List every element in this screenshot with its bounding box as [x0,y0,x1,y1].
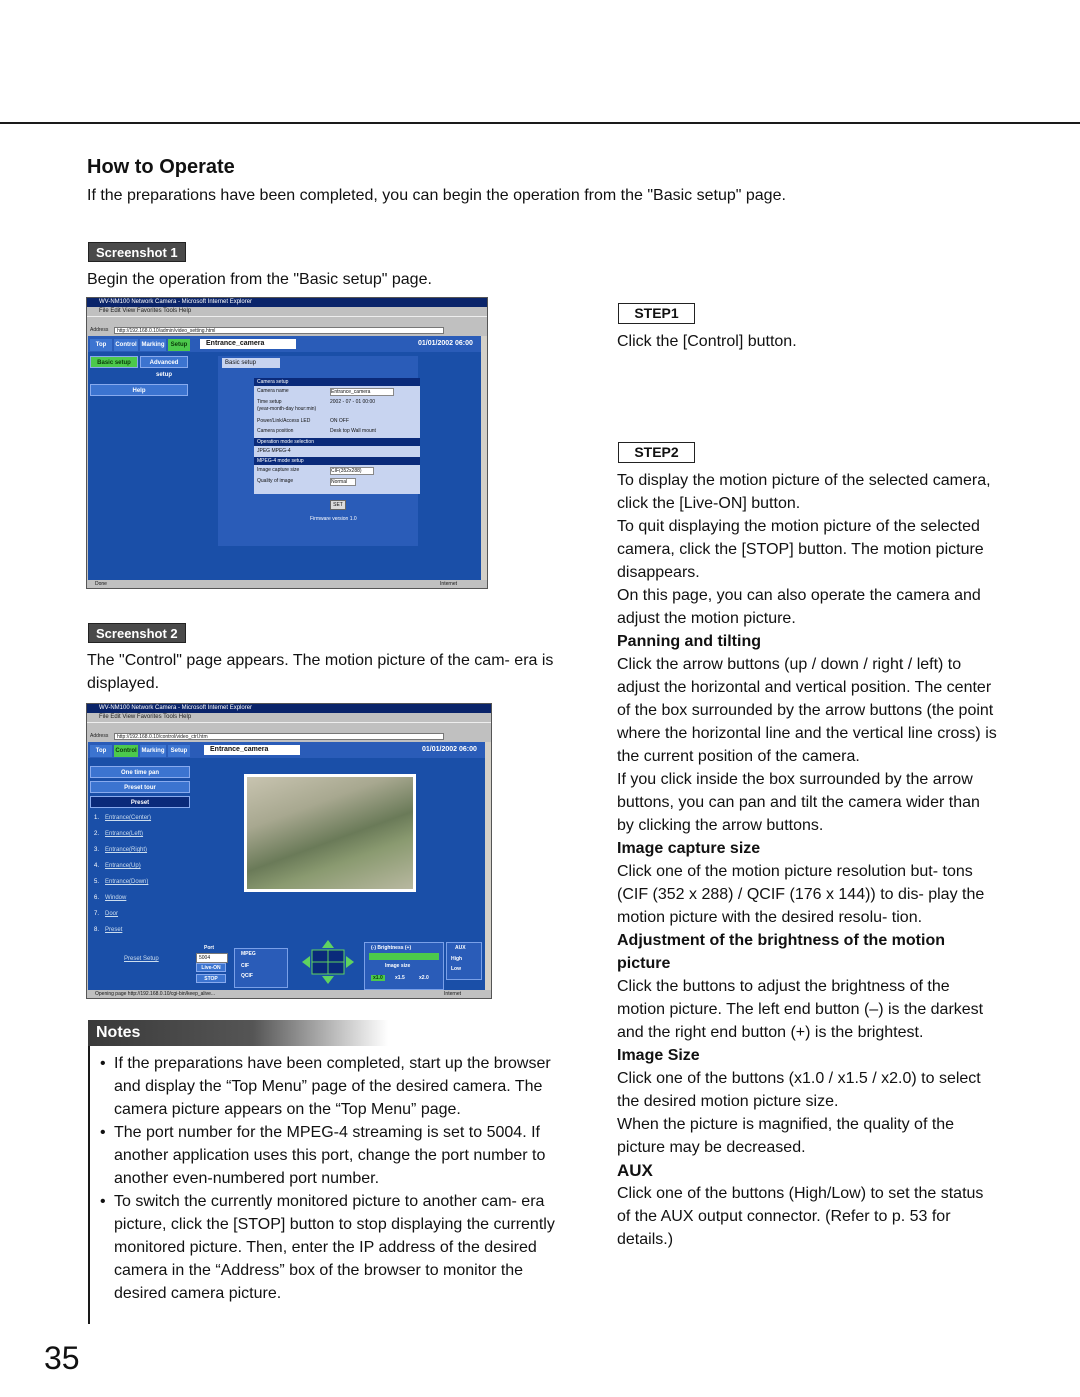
preset-item[interactable] [94,815,151,821]
led-label: Power/Link/Access LED [257,418,311,424]
port-label: Port [204,945,214,951]
screenshot-1-label: Screenshot 1 [88,242,186,262]
panning-heading: Panning and tilting [617,633,761,650]
aux-low-button[interactable]: Low [451,966,461,972]
tab-setup[interactable]: Setup [168,745,190,757]
camera-setup-header: Camera setup [254,378,420,386]
quality-label: Quality of image [257,478,294,484]
aux-label: AUX [455,945,466,951]
capture-size-label: Image capture size [257,467,300,473]
preset-item[interactable] [94,911,118,917]
time-format-label: (year-month-day hour:min) [257,406,317,412]
mpeg-label: MPEG [241,951,256,957]
panning-paragraph-1: Click the arrow buttons (up / down / right / left) to adjust the horizontal and vertical position. The center of the box surrounded by the arrow buttons (the point where the horizontal line and the vertical line cross) is the current position of the camera. [617,656,997,765]
set-button[interactable]: SET [330,500,346,510]
aux-paragraph: Click one of the buttons (High/Low) to set the status of the AUX output connector. (Refer to p. 53 for details.) [617,1185,984,1248]
preset-link[interactable]: Entrance(Down) [105,879,149,885]
address-input[interactable]: http://192.168.0.10/admin/video_setting.html [114,327,444,334]
address-input[interactable]: http://192.168.0.10/control/video_ctrl.htm [114,733,444,740]
notes-rule [88,1046,90,1324]
tab-control[interactable]: Control [114,745,138,757]
internet-zone: Internet [440,581,457,587]
preset-link[interactable]: Entrance(Left) [105,831,144,837]
screenshot-2-caption: The "Control" page appears. The motion picture of the cam- era is displayed. [87,652,554,692]
status-text: Opening page http://192.168.0.10/cgi-bin/keep_alive... [95,991,216,997]
tab-setup[interactable]: Setup [168,339,190,351]
time-setup-label: Time setup [257,399,282,405]
preset-item[interactable] [94,831,143,837]
brightness-paragraph: Click the buttons to adjust the brightness of the motion picture. The left end button (–) is the darkest and the right end button (+) is the brightest. [617,978,984,1041]
date-display: 01/01/2002 06:00 [422,746,477,753]
notes-title: Notes [96,1024,141,1041]
preset-item[interactable] [94,847,147,853]
step2-label: STEP2 [618,442,695,463]
preset-link[interactable]: Entrance(Center) [105,815,152,821]
page-title: How to Operate [87,156,235,178]
notes-header [88,1020,388,1046]
note-item: • To switch the currently monitored picture to another cam- era picture, click the [STOP] button to stop displaying the currently monitored picture. Then, enter the IP address of the desired camera in the “Address” box of the browser to monitor the desired camera picture. [100,1190,565,1305]
browser-title-bar: WV-NM100 Network Camera - Microsoft Internet Explorer [87,704,491,713]
screenshot-2-window [86,703,492,999]
brightness-slider[interactable] [369,953,439,960]
mode-header: Operation mode selection [254,438,420,446]
position-radio[interactable]: Desk top Wall mount [330,428,376,434]
screenshot-1-caption: Begin the operation from the "Basic setup" page. [87,271,432,288]
stop-button[interactable]: STOP [196,974,226,983]
image-size-label: Image size [385,963,411,969]
screenshot-1-window [86,297,488,589]
preset-num: 6. [94,895,100,901]
page-content [88,336,481,580]
preset-item[interactable] [94,895,126,901]
preset-item[interactable] [94,879,148,885]
tab-marking[interactable]: Marking [140,339,166,351]
preset-link[interactable]: Window [105,895,127,901]
preset-num: 7. [94,911,100,917]
camera-name-label: Camera name [257,388,289,394]
preset-tour-button[interactable]: Preset tour [90,781,190,793]
qcif-button[interactable]: QCIF [241,973,253,979]
preset-num: 1. [94,815,100,821]
preset-num: 5. [94,879,100,885]
live-on-paragraph: To display the motion picture of the selected camera, click the [Live-ON] button. [617,472,991,512]
note-item: • The port number for the MPEG-4 streaming is set to 5004. If another application uses this port, change the port number to another even-numbered port number. [100,1121,565,1190]
preset-num: 3. [94,847,100,853]
browser-toolbar [87,722,491,732]
step1-label: STEP1 [618,303,695,324]
panel-title: Basic setup [222,358,280,368]
aux-heading: AUX [617,1161,653,1180]
brightness-label: (-) Brightness (+) [371,945,412,951]
screenshot-2-label: Screenshot 2 [88,623,186,643]
preset-link[interactable]: Entrance(Up) [105,863,141,869]
preset-link[interactable]: Preset [105,927,123,933]
step2-description [617,469,997,1251]
page-number: 35 [44,1340,80,1376]
tab-marking[interactable]: Marking [140,745,166,757]
address-bar: Address http://192.168.0.10/control/video_ctrl.htm [87,732,491,741]
quality-select[interactable]: Normal [330,478,356,486]
top-rule [0,122,1080,124]
panning-paragraph-2: If you click inside the box surrounded by the arrow buttons, you can pan and tilt the camera wider than by clicking the arrow buttons. [617,771,980,834]
status-bar [87,990,491,998]
internet-zone: Internet [444,991,461,997]
page-content [88,742,485,990]
scrollbar[interactable] [481,336,487,580]
preset-item[interactable] [94,863,141,869]
mode-radio[interactable]: JPEG MPEG-4 [257,448,291,454]
browser-menu-bar: File Edit View Favorites Tools Help [99,714,192,720]
operate-paragraph: On this page, you can also operate the camera and adjust the motion picture. [617,587,981,627]
one-time-pan-button[interactable]: One time pan [90,766,190,778]
preset-num: 2. [94,831,100,837]
tab-top[interactable]: Top [90,745,112,757]
preset-link[interactable]: Entrance(Right) [105,847,148,853]
brightness-heading: Adjustment of the brightness of the motion picture [617,932,945,972]
nav-bar [88,336,481,352]
brightness-panel [364,942,444,990]
capture-size-select[interactable]: CIF(352x288) [330,467,374,475]
camera-name-input[interactable]: Entrance_camera [330,388,394,396]
mpeg-panel [234,948,288,988]
status-text: Done [95,581,107,587]
port-input[interactable]: 5004 [196,953,228,963]
preset-setup-link[interactable]: Preset Setup [124,956,159,962]
camera-video[interactable] [244,774,416,892]
image-size-paragraph-1: Click one of the buttons (x1.0 / x1.5 / x2.0) to select the desired motion picture size. [617,1070,981,1110]
preset-num: 8. [94,927,100,933]
stop-paragraph: To quit displaying the motion picture of the selected camera, click the [STOP] button. The motion picture disappears. [617,518,984,581]
address-bar: Address http://192.168.0.10/admin/video_setting.html [87,326,487,335]
mpeg4-header: MPEG-4 mode setup [254,457,420,465]
aux-high-button[interactable]: High [451,956,463,962]
help-button[interactable]: Help [90,384,188,396]
capture-size-heading: Image capture size [617,840,761,857]
note-item: • If the preparations have been completed, start up the browser and display the “Top Menu” page of the desired camera. The camera picture appears on the “Top Menu” page. [100,1052,565,1121]
basic-setup-panel [218,356,418,546]
preset-link[interactable]: Door [105,911,119,917]
image-size-paragraph-2: When the picture is magnified, the quality of the picture may be decreased. [617,1116,955,1156]
camera-title: Entrance_camera [200,339,296,349]
time-setup-value[interactable]: 2002 - 07 - 01 00:00 [330,399,376,405]
firmware-version: Firmware version 1.0 [310,516,357,522]
image-size-heading: Image Size [617,1047,700,1064]
camera-title: Entrance_camera [204,745,300,755]
nav-bar [88,742,485,758]
setup-form [254,378,420,494]
pan-tilt-arrows-icon[interactable] [302,940,354,984]
led-radio[interactable]: ON OFF [330,418,349,424]
capture-size-paragraph: Click one of the motion picture resolution but- tons (CIF (352 x 288) / QCIF (176 x 144)) to dis- play the motion picture with the desired resolu- tion. [617,863,985,926]
intro-text: If the preparations have been completed, you can begin the operation from the "Basic setup" page. [87,187,786,204]
aux-panel [446,942,482,980]
notes-list [100,1052,565,1305]
status-bar [87,580,487,588]
size-x1-button[interactable]: x1.0 [373,975,383,981]
step1-text: Click the [Control] button. [617,333,797,350]
live-on-button[interactable]: Live-ON [196,963,226,972]
tab-top[interactable]: Top [90,339,112,351]
size-x2-button[interactable]: x2.0 [419,975,429,981]
advanced-setup-button[interactable]: Advanced setup [140,356,188,368]
pan-tilt-control[interactable] [302,940,354,984]
preset-num: 4. [94,863,100,869]
size-x1-5-button[interactable]: x1.5 [395,975,405,981]
cif-button[interactable]: CIF [241,963,250,969]
preset-item[interactable] [94,927,122,933]
scrollbar[interactable] [485,742,491,990]
tab-control[interactable]: Control [114,339,138,351]
browser-title-bar: WV-NM100 Network Camera - Microsoft Internet Explorer [87,298,487,307]
preset-button[interactable]: Preset [90,796,190,808]
position-label: Camera position [257,428,294,434]
basic-setup-button[interactable]: Basic setup [90,356,138,368]
date-display: 01/01/2002 06:00 [418,340,473,347]
browser-menu-bar: File Edit View Favorites Tools Help [99,308,192,314]
browser-toolbar [87,316,487,326]
